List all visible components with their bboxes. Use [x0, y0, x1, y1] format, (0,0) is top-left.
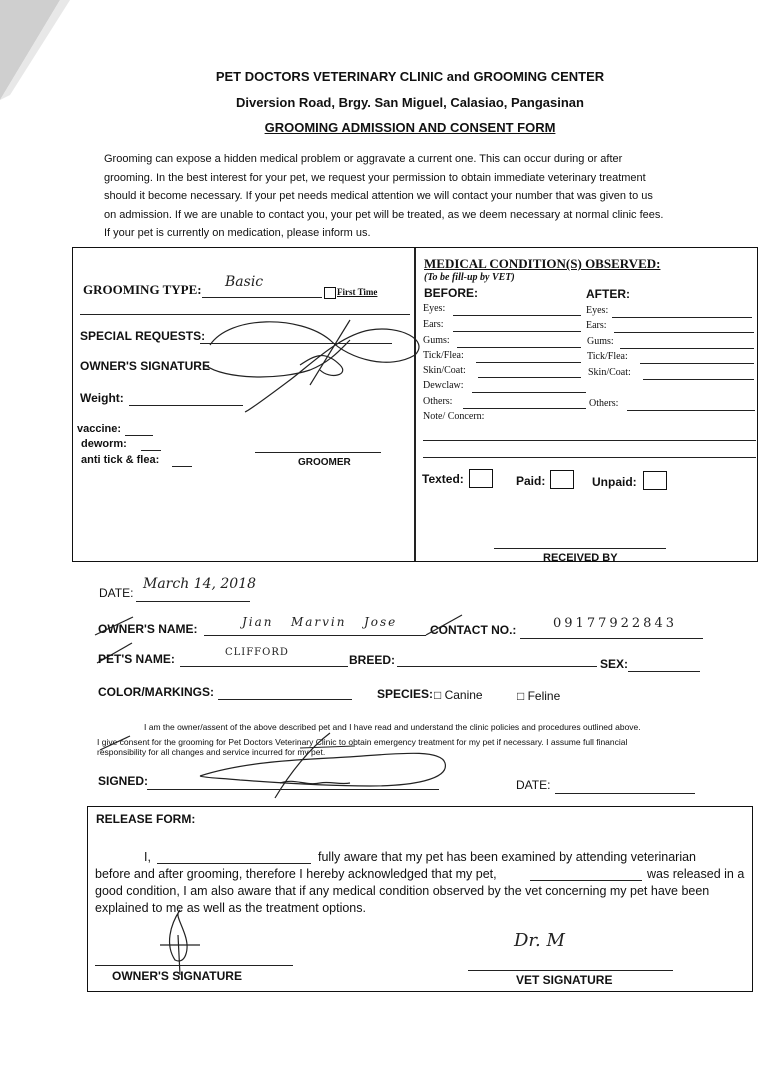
after-label: AFTER:	[586, 287, 630, 301]
vet-signature-line[interactable]	[468, 969, 673, 971]
paid-checkbox[interactable]	[550, 470, 574, 489]
pet-name-value[interactable]: CLIFFORD	[225, 647, 289, 658]
grooming-type-value[interactable]: Basic	[225, 274, 264, 290]
after-eyes-label: Eyes:	[586, 305, 609, 316]
signed-date-label: DATE:	[516, 778, 551, 792]
consent-line: responsibility for all changes and service incurred for my pet.	[97, 747, 326, 757]
after-ears-line[interactable]	[614, 331, 754, 333]
after-eyes-line[interactable]	[612, 316, 752, 318]
after-skin-coat-line[interactable]	[643, 378, 754, 380]
before-others-line[interactable]	[463, 407, 586, 409]
pet-name-line	[180, 665, 348, 667]
before-gums-label: Gums:	[423, 335, 450, 346]
date-line	[136, 600, 250, 602]
note-line-2[interactable]	[423, 456, 756, 458]
grooming-type-label: GROOMING TYPE:	[83, 282, 202, 297]
release-owner-signature-label: OWNER'S SIGNATURE	[112, 969, 242, 983]
contact-value[interactable]: 09177922843	[553, 616, 677, 631]
clinic-address: Diversion Road, Brgy. San Miguel, Calasiao, Pangasinan	[236, 95, 584, 110]
texted-checkbox[interactable]	[469, 469, 493, 488]
note-line-1[interactable]	[423, 439, 756, 441]
feline-option[interactable]: □ Feline	[517, 689, 561, 703]
anti-tick-flea-label: anti tick & flea:	[81, 454, 160, 466]
groomer-line	[255, 451, 381, 453]
after-skin-coat-label: Skin/Coat:	[588, 367, 631, 378]
release-line1-prefix: I,	[144, 850, 151, 864]
consent-line: I am the owner/assent of the above described pet and I have read and understand the clinic policies and procedures outlined above.	[144, 722, 641, 732]
intro-line: grooming. In the best interest for your pet, we request your permission to obtain immediate veterinary treatment	[104, 171, 646, 184]
release-line3-text: good condition, I am also aware that if any medical condition observed by the vet concerning my pet have been	[95, 884, 710, 898]
before-eyes-label: Eyes:	[423, 303, 446, 314]
before-eyes-line[interactable]	[453, 314, 581, 316]
before-skin-coat-label: Skin/Coat:	[423, 365, 466, 376]
color-markings-label: COLOR/MARKINGS:	[98, 685, 214, 699]
received-by-line[interactable]	[494, 547, 666, 549]
vaccine-line	[125, 434, 153, 436]
release-line2-suffix: was released in a	[647, 867, 745, 881]
vet-initials: Dr. M	[514, 930, 565, 951]
canine-option[interactable]: □ Canine	[434, 688, 483, 702]
intro-line: If your pet is currently on medication, please inform us.	[104, 227, 371, 239]
release-pet-line[interactable]	[530, 879, 642, 881]
deworm-label: deworm:	[81, 438, 127, 450]
date-label: DATE:	[99, 586, 134, 600]
signed-label: SIGNED:	[98, 774, 149, 788]
owner-signature-scribble-top	[190, 310, 430, 420]
release-owner-signature-line[interactable]	[95, 964, 293, 966]
after-others-line[interactable]	[627, 409, 755, 411]
first-time-checkbox[interactable]	[324, 287, 336, 299]
release-line4-text: explained to me as well as the treatment options.	[95, 901, 366, 915]
color-markings-line[interactable]	[218, 698, 352, 700]
release-line1-text: fully aware that my pet has been examined by attending veterinarian	[318, 850, 697, 864]
before-tick-flea-label: Tick/Flea:	[423, 350, 464, 361]
medical-title: MEDICAL CONDITION(S) OBSERVED:	[424, 256, 661, 271]
owner-name-value[interactable]: Jian Marvin Jose	[242, 615, 398, 629]
unpaid-checkbox[interactable]	[643, 471, 667, 490]
before-ears-line[interactable]	[453, 330, 581, 332]
note-concern-label: Note/ Concern:	[423, 411, 485, 422]
vet-signature-label: VET SIGNATURE	[516, 973, 613, 987]
paid-label: Paid:	[516, 474, 546, 488]
anti-tick-flea-line	[172, 465, 192, 467]
after-tick-flea-line[interactable]	[640, 362, 754, 364]
release-name-line[interactable]	[157, 862, 311, 864]
texted-label: Texted:	[422, 472, 464, 486]
grooming-type-line	[202, 296, 322, 298]
intro-line: should it become necessary. If your pet needs medical attention we will contact your number that was given to us	[104, 190, 653, 202]
species-label: SPECIES:	[377, 687, 434, 701]
received-by-label: RECEIVED BY	[543, 552, 618, 564]
consent-line: I give consent for the grooming for Pet Doctors Veterinary Clinic to obtain emergency treatment for my pet if necessary. I assume full financial	[97, 737, 628, 747]
pet-name-label: PET'S NAME:	[98, 652, 175, 666]
before-ears-label: Ears:	[423, 319, 444, 330]
contact-label: CONTACT NO.:	[430, 623, 517, 637]
after-ears-label: Ears:	[586, 320, 607, 331]
before-label: BEFORE:	[424, 286, 478, 300]
breed-label: BREED:	[349, 653, 396, 667]
after-gums-label: Gums:	[587, 336, 614, 347]
clinic-name: PET DOCTORS VETERINARY CLINIC and GROOMING CENTER	[215, 69, 605, 84]
breed-line[interactable]	[397, 665, 597, 667]
weight-label: Weight:	[80, 391, 124, 405]
date-value[interactable]: March 14, 2018	[143, 576, 257, 592]
before-tick-flea-line[interactable]	[476, 361, 581, 363]
sex-line[interactable]	[628, 670, 700, 672]
intro-line: Grooming can expose a hidden medical problem or aggravate a current one. This can occur during or after	[104, 153, 623, 165]
unpaid-label: Unpaid:	[592, 475, 637, 489]
intro-paragraph	[104, 150, 724, 243]
owner-name-label: OWNER'S NAME:	[98, 622, 198, 636]
after-tick-flea-label: Tick/Flea:	[587, 351, 628, 362]
deworm-line	[141, 449, 161, 451]
before-skin-coat-line[interactable]	[478, 376, 581, 378]
owner-signature-label: OWNER'S SIGNATURE	[80, 359, 210, 373]
after-gums-line[interactable]	[620, 347, 754, 349]
vaccine-label: vaccine:	[77, 423, 122, 435]
medical-subtitle: (To be fill-up by VET)	[424, 272, 515, 283]
groomer-label: GROOMER	[298, 457, 351, 468]
before-others-label: Others:	[423, 396, 453, 407]
before-gums-line[interactable]	[457, 346, 581, 348]
form-title: GROOMING ADMISSION AND CONSENT FORM	[264, 120, 556, 135]
release-title: RELEASE FORM:	[96, 812, 196, 826]
intro-line: on admission. If we are unable to contact you, your pet will be treated, as we deem necessary at normal clinic fees.	[104, 208, 664, 221]
before-dewclaw-label: Dewclaw:	[423, 380, 464, 391]
release-line2-text: before and after grooming, therefore I hereby acknowledged that my pet,	[95, 867, 497, 881]
before-dewclaw-line[interactable]	[472, 391, 586, 393]
special-requests-label: SPECIAL REQUESTS:	[80, 329, 206, 343]
owner-signature-scribble-consent	[180, 728, 460, 818]
after-others-label: Others:	[589, 398, 619, 409]
signed-date-line[interactable]	[555, 792, 695, 794]
sex-label: SEX:	[600, 657, 629, 671]
first-time-label: First Time	[337, 287, 378, 297]
